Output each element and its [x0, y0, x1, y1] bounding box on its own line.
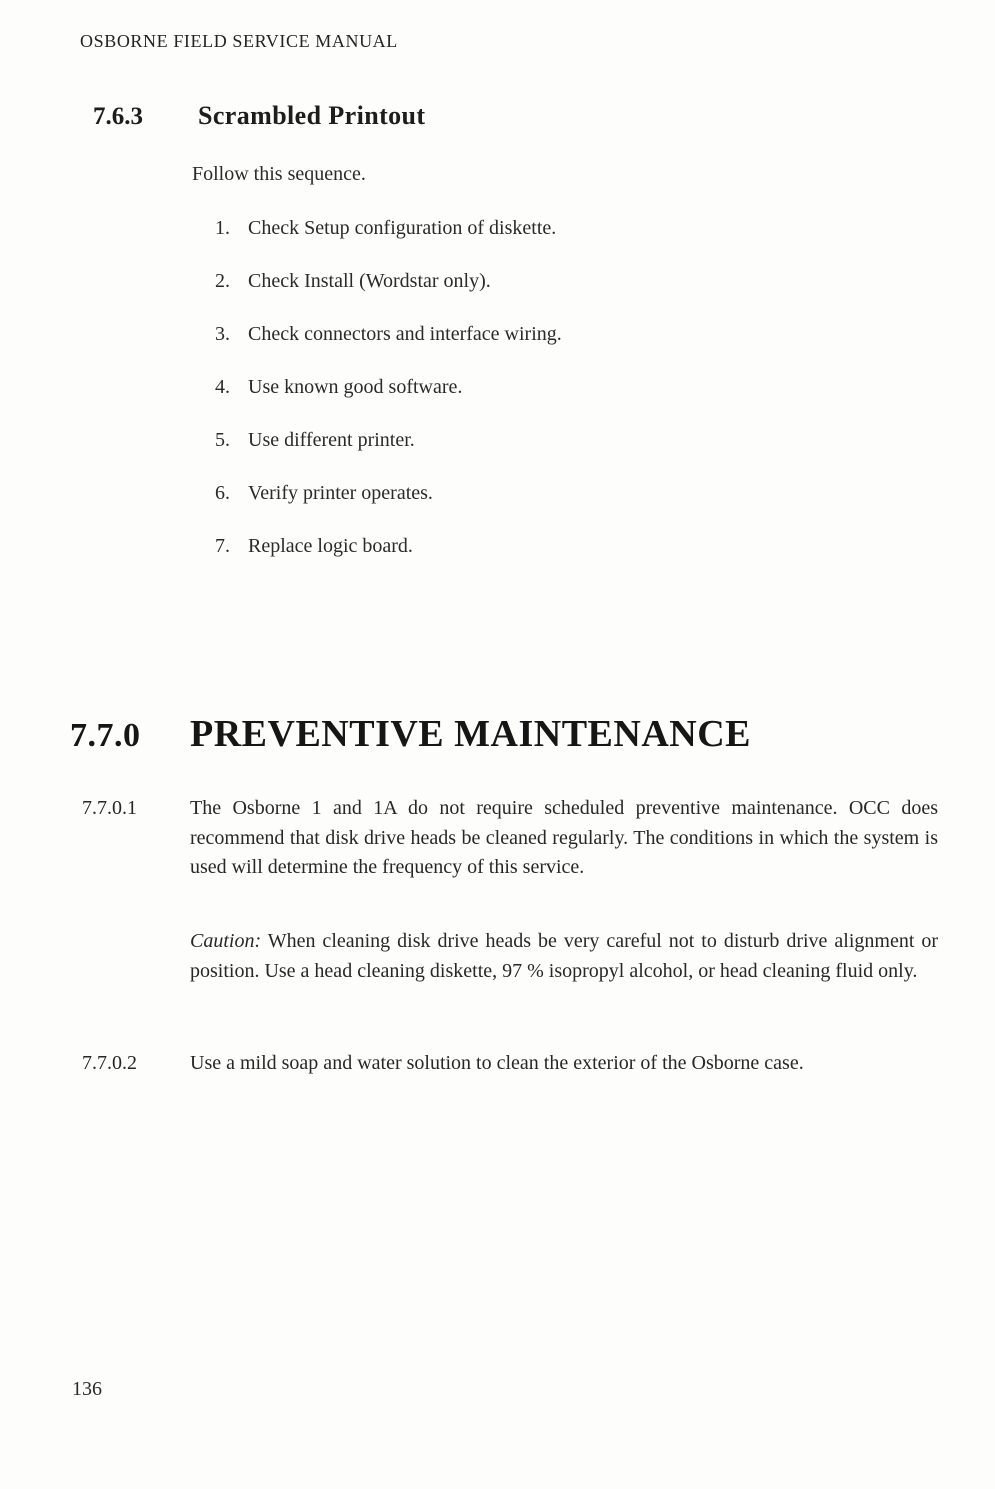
list-item [215, 480, 562, 507]
step-number: 3. [215, 323, 230, 345]
list-item [215, 533, 562, 560]
intro-text: Follow this sequence. [192, 163, 366, 185]
subsection-text: Use a mild soap and water solution to clean the exterior of the Osborne case. [190, 1052, 804, 1074]
step-number: 1. [215, 217, 230, 239]
caution-paragraph [0, 927, 995, 986]
chapter-number: 7.7.0 [70, 717, 141, 754]
section-title: Scrambled Printout [198, 101, 426, 130]
step-number: 5. [215, 429, 230, 451]
running-header: OSBORNE FIELD SERVICE MANUAL [80, 31, 398, 51]
subsection-text: The Osborne 1 and 1A do not require scheduled preventive maintenance. OCC does recommend that disk drive heads be cleaned regularly. The conditions in which the system is used will determine the frequency of this service. [190, 797, 938, 878]
list-item [215, 268, 562, 295]
chapter-title: PREVENTIVE MAINTENANCE [190, 713, 751, 755]
subsection-number: 7.7.0.1 [82, 797, 137, 819]
subsection-number: 7.7.0.2 [82, 1052, 137, 1074]
list-item [215, 427, 562, 454]
step-text: Check Setup configuration of diskette. [248, 217, 557, 239]
step-number: 4. [215, 376, 230, 398]
step-number: 2. [215, 270, 230, 292]
step-text: Check Install (Wordstar only). [248, 270, 491, 292]
list-item [215, 374, 562, 401]
list-item [215, 321, 562, 348]
list-item [215, 215, 562, 242]
step-number: 7. [215, 535, 230, 557]
step-text: Replace logic board. [248, 535, 413, 557]
section-heading-770 [70, 712, 751, 756]
steps-list [215, 215, 562, 586]
section-heading-763 [93, 101, 425, 131]
step-number: 6. [215, 482, 230, 504]
step-text: Check connectors and interface wiring. [248, 323, 562, 345]
step-text: Use different printer. [248, 429, 415, 451]
caution-body: When cleaning disk drive heads be very careful not to disturb drive alignment or position. Use a head cleaning diskette, 97 % isopropyl alcohol, or head cleaning fluid only. [190, 930, 938, 982]
subsection-7701 [0, 794, 995, 883]
section-number: 7.6.3 [93, 103, 143, 130]
caution-text [190, 927, 938, 986]
caution-label: Caution: [190, 930, 262, 952]
subsection-7702 [0, 1049, 995, 1079]
step-text: Use known good software. [248, 376, 463, 398]
step-text: Verify printer operates. [248, 482, 433, 504]
page-number: 136 [72, 1378, 102, 1400]
